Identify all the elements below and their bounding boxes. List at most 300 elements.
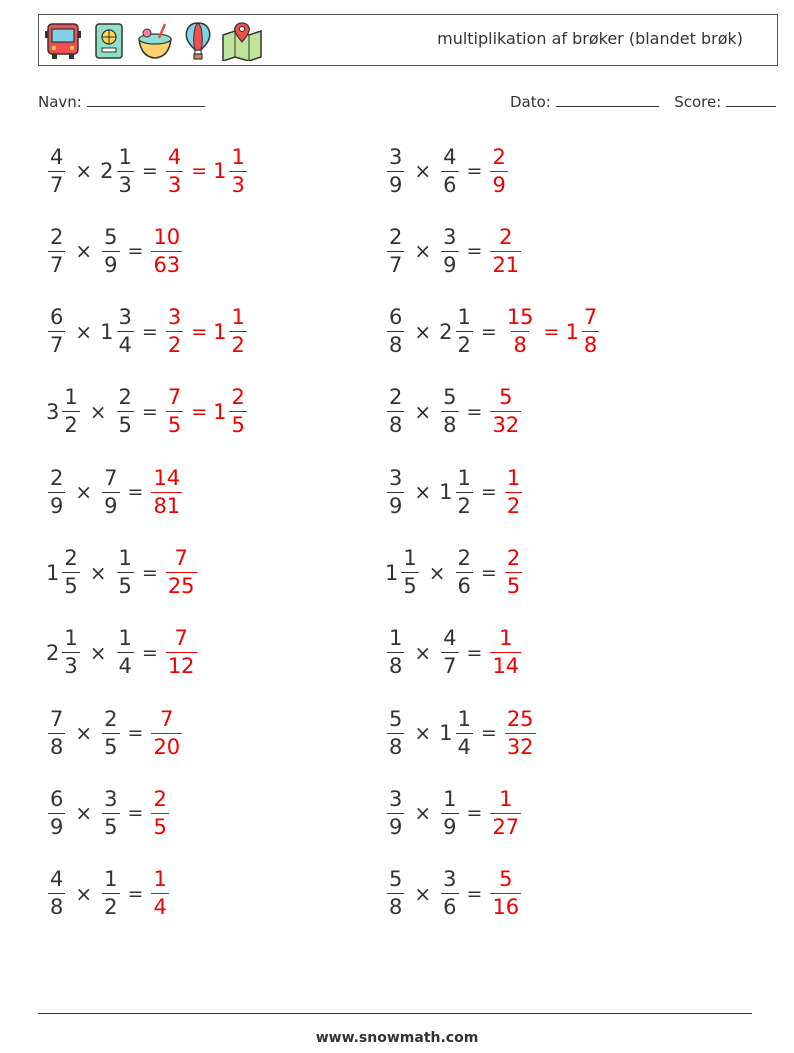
problem-2 (385, 141, 510, 201)
factor-b-fraction (102, 869, 119, 918)
problem-17 (46, 783, 171, 843)
factor-a-numerator: 6 (389, 305, 403, 330)
answer-mixed-whole: 1 (213, 319, 227, 344)
answer-mixed-number (488, 387, 523, 436)
factor-a-mixed-number (46, 465, 67, 518)
factor-a-denominator: 8 (389, 333, 403, 358)
factor-b-numerator: 1 (443, 786, 457, 811)
factor-a-mixed-number (385, 307, 406, 356)
times-sign: × (75, 239, 93, 264)
factor-b-fraction (441, 869, 458, 918)
factor-a-fraction (62, 387, 79, 436)
answer-numerator: 1 (153, 867, 167, 892)
answer-mixed-denominator: 3 (231, 172, 245, 197)
equals-sign: = (480, 481, 497, 504)
answer-fraction (490, 786, 521, 839)
factor-b-denominator: 2 (104, 895, 118, 920)
answer-mixed-number (149, 706, 184, 759)
equals-sign: = (466, 882, 483, 905)
factor-b-fraction (117, 387, 134, 436)
factor-b-numerator: 3 (118, 305, 132, 330)
answer-numerator: 2 (506, 546, 521, 570)
factor-a-mixed-number (46, 144, 67, 197)
factor-b-mixed-number (439, 307, 475, 356)
factor-b-denominator: 4 (118, 654, 132, 679)
answer-equals-sign: = (191, 320, 208, 343)
factor-b-denominator: 6 (457, 574, 471, 598)
answer-mixed-denominator: 5 (231, 413, 245, 438)
factor-a-fraction (387, 387, 404, 436)
factor-b-denominator: 2 (457, 333, 471, 358)
equals-sign: = (127, 722, 144, 745)
answer-denominator: 14 (492, 654, 520, 679)
factor-b-denominator: 6 (443, 895, 457, 920)
factor-b-numerator: 5 (443, 385, 457, 410)
answer-numerator: 25 (506, 706, 534, 731)
factor-b-mixed-number (115, 387, 136, 436)
answer-mixed-number (149, 465, 184, 518)
equals-sign: = (480, 722, 497, 745)
factor-a-denominator: 8 (389, 734, 403, 759)
answer-mixed-fraction (229, 307, 246, 356)
answer-equals-sign: = (543, 320, 560, 343)
equals-sign: = (466, 641, 483, 664)
equals-sign: = (480, 320, 497, 343)
times-sign: × (75, 159, 93, 183)
answer-fraction (490, 144, 507, 197)
factor-a-mixed-number (46, 869, 67, 918)
answer-mixed-denominator: 8 (583, 333, 598, 358)
factor-b-fraction (456, 465, 473, 518)
factor-b-mixed-number (439, 144, 460, 197)
times-sign: × (89, 560, 107, 585)
factor-b-denominator: 2 (457, 493, 471, 518)
problem-3 (46, 221, 184, 281)
answer-mixed-numerator: 2 (231, 385, 245, 410)
factor-a-denominator: 9 (50, 493, 64, 518)
factor-a-numerator: 2 (50, 465, 64, 490)
answer-mixed-number (149, 869, 170, 918)
answer-denominator: 9 (492, 172, 506, 197)
factor-b-mixed-number (100, 465, 121, 518)
factor-a-fraction (62, 548, 79, 597)
problem-7 (46, 382, 249, 442)
factor-b-denominator: 5 (118, 574, 132, 598)
answer-fraction (151, 465, 182, 518)
factor-a-denominator: 8 (50, 734, 64, 759)
answer (164, 387, 249, 436)
answer-numerator: 4 (167, 144, 182, 169)
times-sign: × (89, 399, 107, 424)
problem-13 (46, 623, 199, 683)
factor-a-mixed-number (385, 706, 406, 759)
answer-fraction (166, 144, 183, 197)
answer (149, 869, 170, 918)
answer-numerator: 1 (499, 786, 513, 811)
factor-b-numerator: 3 (443, 867, 457, 892)
answer-fraction (490, 224, 521, 277)
factor-a-denominator: 8 (389, 413, 403, 438)
answer-denominator: 21 (492, 252, 520, 277)
answer-denominator: 3 (167, 172, 182, 197)
answer-mixed-whole: 1 (213, 159, 227, 183)
problem-20 (385, 864, 523, 924)
factor-a-fraction (387, 628, 404, 677)
answer-numerator: 7 (160, 706, 174, 731)
factor-a-numerator: 7 (50, 706, 64, 731)
factor-a-denominator: 7 (389, 252, 403, 277)
factor-b-denominator: 3 (118, 172, 132, 197)
factor-a-denominator: 8 (50, 895, 64, 920)
equals-sign: = (127, 481, 144, 504)
factor-b-mixed-number (100, 786, 121, 839)
factor-a-denominator: 5 (64, 574, 78, 598)
answer-fraction (166, 548, 197, 597)
factor-a-denominator: 7 (50, 333, 64, 358)
answer-mixed-numerator: 1 (231, 305, 245, 330)
factor-a-numerator: 4 (50, 867, 64, 892)
factor-a-fraction (387, 224, 404, 277)
answer-fraction (490, 628, 521, 677)
factor-a-mixed-number (385, 224, 406, 277)
times-sign: × (89, 640, 107, 665)
problem-1 (46, 141, 249, 201)
factor-a-mixed-number (385, 144, 406, 197)
answer (149, 465, 184, 518)
answer-mixed-number (503, 548, 524, 597)
answer-fraction (505, 465, 522, 518)
problem-10 (385, 462, 524, 522)
problem-18 (385, 783, 523, 843)
answer (503, 307, 601, 356)
factor-b-mixed-number (439, 465, 475, 518)
problem-5 (46, 302, 249, 362)
answer (488, 869, 523, 918)
answer-numerator: 1 (499, 626, 513, 651)
factor-a-numerator: 2 (50, 224, 64, 249)
times-sign: × (414, 159, 432, 183)
factor-a-whole: 1 (46, 560, 60, 585)
footer-divider (38, 1013, 752, 1014)
answer-mixed-whole: 1 (565, 319, 579, 344)
factor-a-mixed-number (46, 387, 82, 436)
factor-a-fraction (48, 465, 65, 518)
answer-denominator: 2 (506, 493, 521, 518)
times-sign: × (75, 801, 93, 826)
answer (164, 548, 199, 597)
factor-b-fraction (117, 144, 134, 197)
factor-a-numerator: 1 (64, 385, 78, 410)
answer-denominator: 5 (153, 814, 167, 839)
answer-mixed-number (488, 786, 523, 839)
answer-fraction (490, 869, 521, 918)
answer-mixed-number (164, 628, 199, 677)
answer-denominator: 25 (167, 574, 195, 598)
answer (488, 144, 509, 197)
equals-sign: = (466, 802, 483, 825)
factor-b-mixed-number (115, 548, 136, 597)
factor-b-mixed-number (439, 387, 460, 436)
answer-fraction (151, 786, 168, 839)
factor-b-numerator: 7 (104, 465, 118, 490)
factor-b-mixed-number (439, 628, 460, 677)
factor-a-mixed-number (46, 786, 67, 839)
answer (488, 224, 523, 277)
problem-19 (46, 864, 171, 924)
equals-sign: = (141, 320, 158, 343)
answer-mixed-mixed-number (213, 387, 249, 436)
factor-a-denominator: 2 (64, 413, 78, 438)
times-sign: × (414, 399, 432, 424)
answer (149, 706, 184, 759)
answer-numerator: 2 (492, 144, 506, 169)
times-sign: × (75, 881, 93, 906)
answer-fraction (151, 869, 168, 918)
factor-b-fraction (441, 387, 458, 436)
answer-denominator: 12 (167, 654, 195, 679)
factor-b-denominator: 9 (104, 493, 118, 518)
factor-b-denominator: 9 (443, 814, 457, 839)
answer-mixed-numerator: 7 (583, 305, 598, 330)
answer (164, 144, 249, 197)
factor-a-numerator: 2 (64, 546, 78, 570)
factor-a-denominator: 8 (389, 654, 403, 679)
answer (488, 387, 523, 436)
factor-b-fraction (102, 706, 119, 759)
answer-fraction (505, 307, 536, 356)
factor-a-mixed-number (46, 307, 67, 356)
equals-sign: = (466, 400, 483, 423)
factor-b-numerator: 1 (457, 465, 471, 490)
factor-a-fraction (387, 307, 404, 356)
factor-b-denominator: 5 (118, 413, 132, 438)
factor-a-mixed-number (385, 387, 406, 436)
answer-mixed-number (503, 706, 538, 759)
factor-a-mixed-number (385, 869, 406, 918)
answer-fraction (166, 307, 183, 356)
factor-a-fraction (62, 628, 79, 677)
factor-a-fraction (387, 786, 404, 839)
factor-a-numerator: 2 (389, 224, 403, 249)
factor-b-whole: 1 (100, 319, 114, 344)
problem-4 (385, 221, 523, 281)
factor-a-fraction (48, 786, 65, 839)
times-sign: × (75, 480, 93, 505)
factor-a-whole: 3 (46, 399, 60, 424)
factor-b-numerator: 1 (457, 305, 471, 330)
answer-mixed-number (149, 786, 170, 839)
factor-a-denominator: 9 (389, 493, 403, 518)
factor-b-numerator: 1 (118, 546, 132, 570)
factor-a-numerator: 6 (50, 786, 64, 811)
answer-mixed-numerator: 1 (231, 144, 245, 169)
times-sign: × (414, 480, 432, 505)
times-sign: × (414, 640, 432, 665)
answer-mixed-mixed-number (213, 144, 249, 197)
factor-b-fraction (441, 144, 458, 197)
answer (488, 628, 523, 677)
answer-denominator: 2 (167, 333, 182, 358)
answer-fraction (151, 224, 182, 277)
factor-b-mixed-number (439, 224, 460, 277)
answer-denominator: 27 (492, 814, 520, 839)
factor-a-denominator: 3 (64, 654, 78, 679)
answer-equals-sign: = (191, 400, 208, 423)
times-sign: × (75, 319, 93, 344)
factor-b-denominator: 9 (104, 252, 118, 277)
factor-b-fraction (117, 628, 134, 677)
factor-b-numerator: 2 (104, 706, 118, 731)
factor-b-fraction (102, 786, 119, 839)
factor-b-fraction (456, 706, 473, 759)
answer-mixed-number (164, 144, 185, 197)
answer-denominator: 32 (506, 734, 534, 759)
factor-b-numerator: 5 (104, 224, 118, 249)
factor-a-denominator: 9 (50, 814, 64, 839)
factor-a-mixed-number (385, 786, 406, 839)
equals-sign: = (466, 160, 483, 182)
answer-numerator: 1 (506, 465, 521, 490)
answer (503, 706, 538, 759)
factor-a-fraction (48, 706, 65, 759)
footer-url: www.snowmath.com (315, 1030, 479, 1046)
answer-numerator: 7 (174, 546, 188, 570)
factor-a-numerator: 3 (389, 786, 403, 811)
factor-b-fraction (441, 628, 458, 677)
answer-denominator: 5 (167, 413, 182, 438)
factor-b-denominator: 9 (443, 252, 457, 277)
times-sign: × (414, 319, 432, 344)
answer-mixed-number (149, 224, 184, 277)
score-label: Score: (674, 93, 722, 111)
factor-b-mixed-number (100, 144, 136, 197)
factor-a-whole: 2 (46, 640, 60, 665)
factor-b-fraction (456, 307, 473, 356)
factor-b-mixed-number (100, 706, 121, 759)
equals-sign: = (141, 160, 158, 182)
factor-a-numerator: 6 (50, 305, 64, 330)
factor-a-denominator: 8 (389, 895, 403, 920)
factor-b-denominator: 7 (443, 654, 457, 679)
factor-b-numerator: 4 (443, 626, 457, 651)
answer-denominator: 63 (153, 252, 181, 277)
answer-fraction (166, 628, 197, 677)
times-sign: × (414, 721, 432, 746)
factor-b-whole: 2 (100, 159, 114, 183)
answer-mixed-number (503, 307, 538, 356)
times-sign: × (414, 239, 432, 264)
factor-b-numerator: 2 (118, 385, 132, 410)
answer (164, 307, 249, 356)
factor-b-fraction (102, 465, 119, 518)
factor-a-numerator: 3 (389, 144, 403, 169)
factor-a-fraction (401, 548, 418, 597)
answer-numerator: 14 (153, 465, 181, 490)
factor-a-mixed-number (385, 628, 406, 677)
problem-8 (385, 382, 523, 442)
factor-a-numerator: 5 (389, 867, 403, 892)
factor-b-whole: 1 (439, 721, 453, 746)
answer (149, 786, 170, 839)
factor-a-mixed-number (46, 548, 82, 597)
factor-a-numerator: 1 (403, 546, 417, 570)
factor-b-fraction (117, 307, 134, 356)
answer-mixed-mixed-number (565, 307, 601, 356)
factor-b-denominator: 4 (118, 333, 132, 358)
date-label: Dato: (510, 93, 551, 111)
answer (503, 465, 524, 518)
factor-a-fraction (387, 465, 404, 518)
factor-b-mixed-number (439, 706, 475, 759)
answer-mixed-number (488, 869, 523, 918)
answer-denominator: 16 (492, 895, 520, 920)
problem-11 (46, 543, 199, 603)
factor-b-denominator: 5 (104, 814, 118, 839)
answer-mixed-mixed-number (213, 307, 249, 356)
answer-fraction (490, 387, 521, 436)
answer-fraction (505, 706, 536, 759)
factor-a-numerator: 5 (389, 706, 403, 731)
factor-b-numerator: 1 (118, 626, 132, 651)
factor-b-mixed-number (454, 548, 475, 597)
answer-equals-sign: = (191, 160, 208, 182)
factor-a-fraction (48, 144, 65, 197)
factor-a-fraction (48, 307, 65, 356)
answer-mixed-number (488, 144, 509, 197)
answer-mixed-number (488, 628, 523, 677)
factor-b-numerator: 3 (104, 786, 118, 811)
factor-a-fraction (48, 224, 65, 277)
times-sign: × (414, 801, 432, 826)
factor-a-numerator: 3 (389, 465, 403, 490)
factor-a-mixed-number (46, 224, 67, 277)
answer-fraction (505, 548, 522, 597)
factor-b-numerator: 4 (443, 144, 457, 169)
answer-mixed-number (164, 387, 185, 436)
factor-a-fraction (387, 869, 404, 918)
factor-a-whole: 1 (385, 560, 399, 585)
factor-a-denominator: 9 (389, 172, 403, 197)
factor-a-mixed-number (46, 706, 67, 759)
answer-numerator: 10 (153, 224, 181, 249)
answer-numerator: 15 (506, 305, 534, 330)
factor-b-numerator: 1 (457, 706, 471, 731)
factor-a-numerator: 4 (50, 144, 64, 169)
factor-a-fraction (387, 706, 404, 759)
answer-numerator: 2 (153, 786, 167, 811)
equals-sign: = (480, 561, 497, 584)
answer (149, 224, 184, 277)
answer-numerator: 7 (174, 626, 188, 651)
answer-denominator: 4 (153, 895, 167, 920)
factor-b-denominator: 8 (443, 413, 457, 438)
answer-mixed-number (164, 548, 199, 597)
factor-b-mixed-number (439, 786, 460, 839)
factor-b-numerator: 2 (457, 546, 471, 570)
answer-denominator: 32 (492, 413, 520, 438)
answer-mixed-denominator: 2 (231, 333, 245, 358)
equals-sign: = (141, 561, 158, 584)
answer-mixed-number (488, 224, 523, 277)
factor-a-mixed-number (385, 465, 406, 518)
factor-b-numerator: 3 (443, 224, 457, 249)
factor-b-mixed-number (100, 224, 121, 277)
answer-denominator: 5 (506, 574, 521, 598)
factor-b-whole: 2 (439, 319, 453, 344)
answer-numerator: 3 (167, 305, 182, 330)
equals-sign: = (141, 400, 158, 423)
factor-b-numerator: 1 (104, 867, 118, 892)
